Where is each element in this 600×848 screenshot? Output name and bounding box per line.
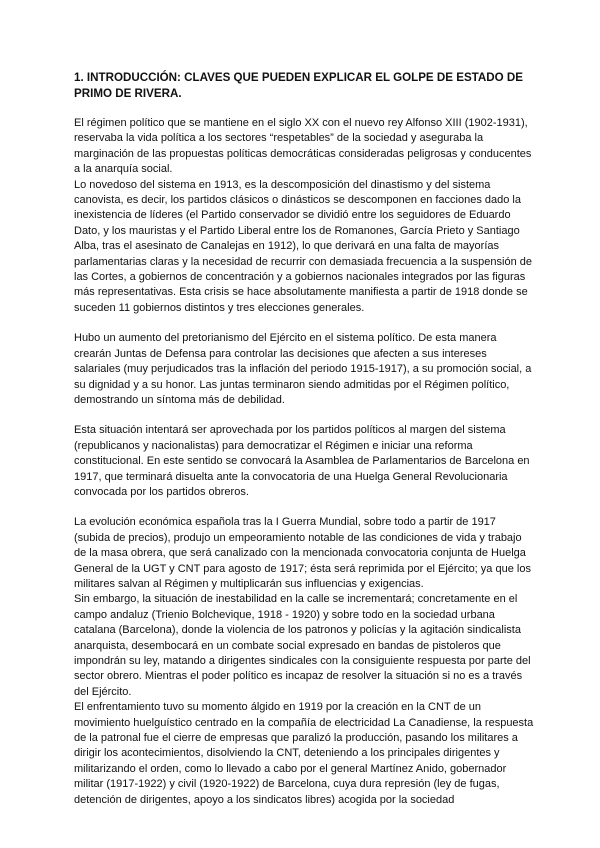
document-page	[74, 70, 534, 808]
paragraph-3: Hubo un aumento del pretorianismo del Ejército en el sistema político. De esta manera crearán Juntas de Defensa para controlar las decisiones que afecten a sus intereses salariales (muy perjudicados tras la inflación del periodo 1915-1917), a su promoción social, a su dignidad y a su honor. Las juntas terminaron siendo admitidas por el Régimen político, demostrando un síntoma más de debilidad.	[74, 332, 532, 406]
paragraph-6: Sin embargo, la situación de inestabilidad en la calle se incrementará; concretamente en el campo andaluz (Trienio Bolchevique, 1918 - 1920) y sobre todo en la sociedad urbana catalana (Barcelona), donde la violencia de los patronos y policías y la agitación sindicalista anarquista, desembocará en un combate social expresado en bandas de pistoleros que impondrán su ley, matando a dirigentes sindicales con la consiguiente respuesta por parte del sector obrero. Mientras el poder político es incapaz de resolver la situación si no es a través del Ejército.	[74, 593, 531, 698]
paragraph-1: El régimen político que se mantiene en el siglo XX con el nuevo rey Alfonso XIII (1902-1931), reservaba la vida política a los sectores “respetables” de la sociedad y aseguraba la marginación de las propuestas políticas democráticas consideradas peligrosas y conducentes a la anarquía social.	[74, 117, 532, 176]
paragraph-4: Esta situación intentará ser aprovechada por los partidos políticos al margen del sistema (republicanos y nacionalistas) para democratizar el Régimen e iniciar una reforma constitucional. En este sentido se convocará la Asamblea de Parlamentarios de Barcelona en 1917, que terminará disuelta ante la convocatoria de una Huelga General Revolucionaria convocada por los partidos obreros.	[74, 424, 530, 498]
paragraph-7: El enfrentamiento tuvo su momento álgido en 1919 por la creación en la CNT de un movimiento huelguístico centrado en la compañía de electricidad La Canadiense, la respuesta de la patronal fue el cierre de empresas que paralizó la producción, pasando los militares a dirigir los acontecimientos, disolviendo la CNT, deteniendo a los principales dirigentes y militarizando el orden, como lo llevado a cabo por el general Martínez Anido, gobernador militar (1917-1922) y civil (1920-1922) de Barcelona, cuya dura represión (ley de fugas, detención de dirigentes, apoyo a los sindicatos libres) acogida por la sociedad	[74, 701, 534, 806]
paragraph-2: Lo novedoso del sistema en 1913, es la descomposición del dinastismo y del sistema canovista, es decir, los partidos clásicos o dinásticos se descomponen en facciones dado la inexistencia de líderes (el Partido conservador se dividió entre los seguidores de Eduardo Dato, y los mauristas y el Partido Liberal entre los de Romanones, García Prieto y Santiago Alba, tras el asesinato de Canalejas en 1912), lo que derivará en una falta de mayorías parlamentarias claras y la necesidad de recurrir con demasiada frecuencia a la suspensión de las Cortes, a gobiernos de concentración y a gobiernos nacionales integrados por las figuras más representativas. Esta crisis se hace absolutamente manifiesta a partir de 1918 donde se suceden 11 gobiernos distintos y tres elecciones generales.	[74, 178, 532, 314]
paragraph-5: La evolución económica española tras la I Guerra Mundial, sobre todo a partir de 1917 (subida de precios), produjo un empeoramiento notable de las condiciones de vida y trabajo de la masa obrera, que será canalizado con la mencionada convocatoria conjunta de Huelga General de la UGT y CNT para agosto de 1917; ésta será reprimida por el Ejército; ya que los militares salvan al Régimen y multiplicarán sus influencias y exigencias.	[74, 516, 531, 590]
section-heading: 1. INTRODUCCIÓN: CLAVES QUE PUEDEN EXPLICAR EL GOLPE DE ESTADO DE PRIMO DE RIVERA.	[74, 71, 523, 100]
